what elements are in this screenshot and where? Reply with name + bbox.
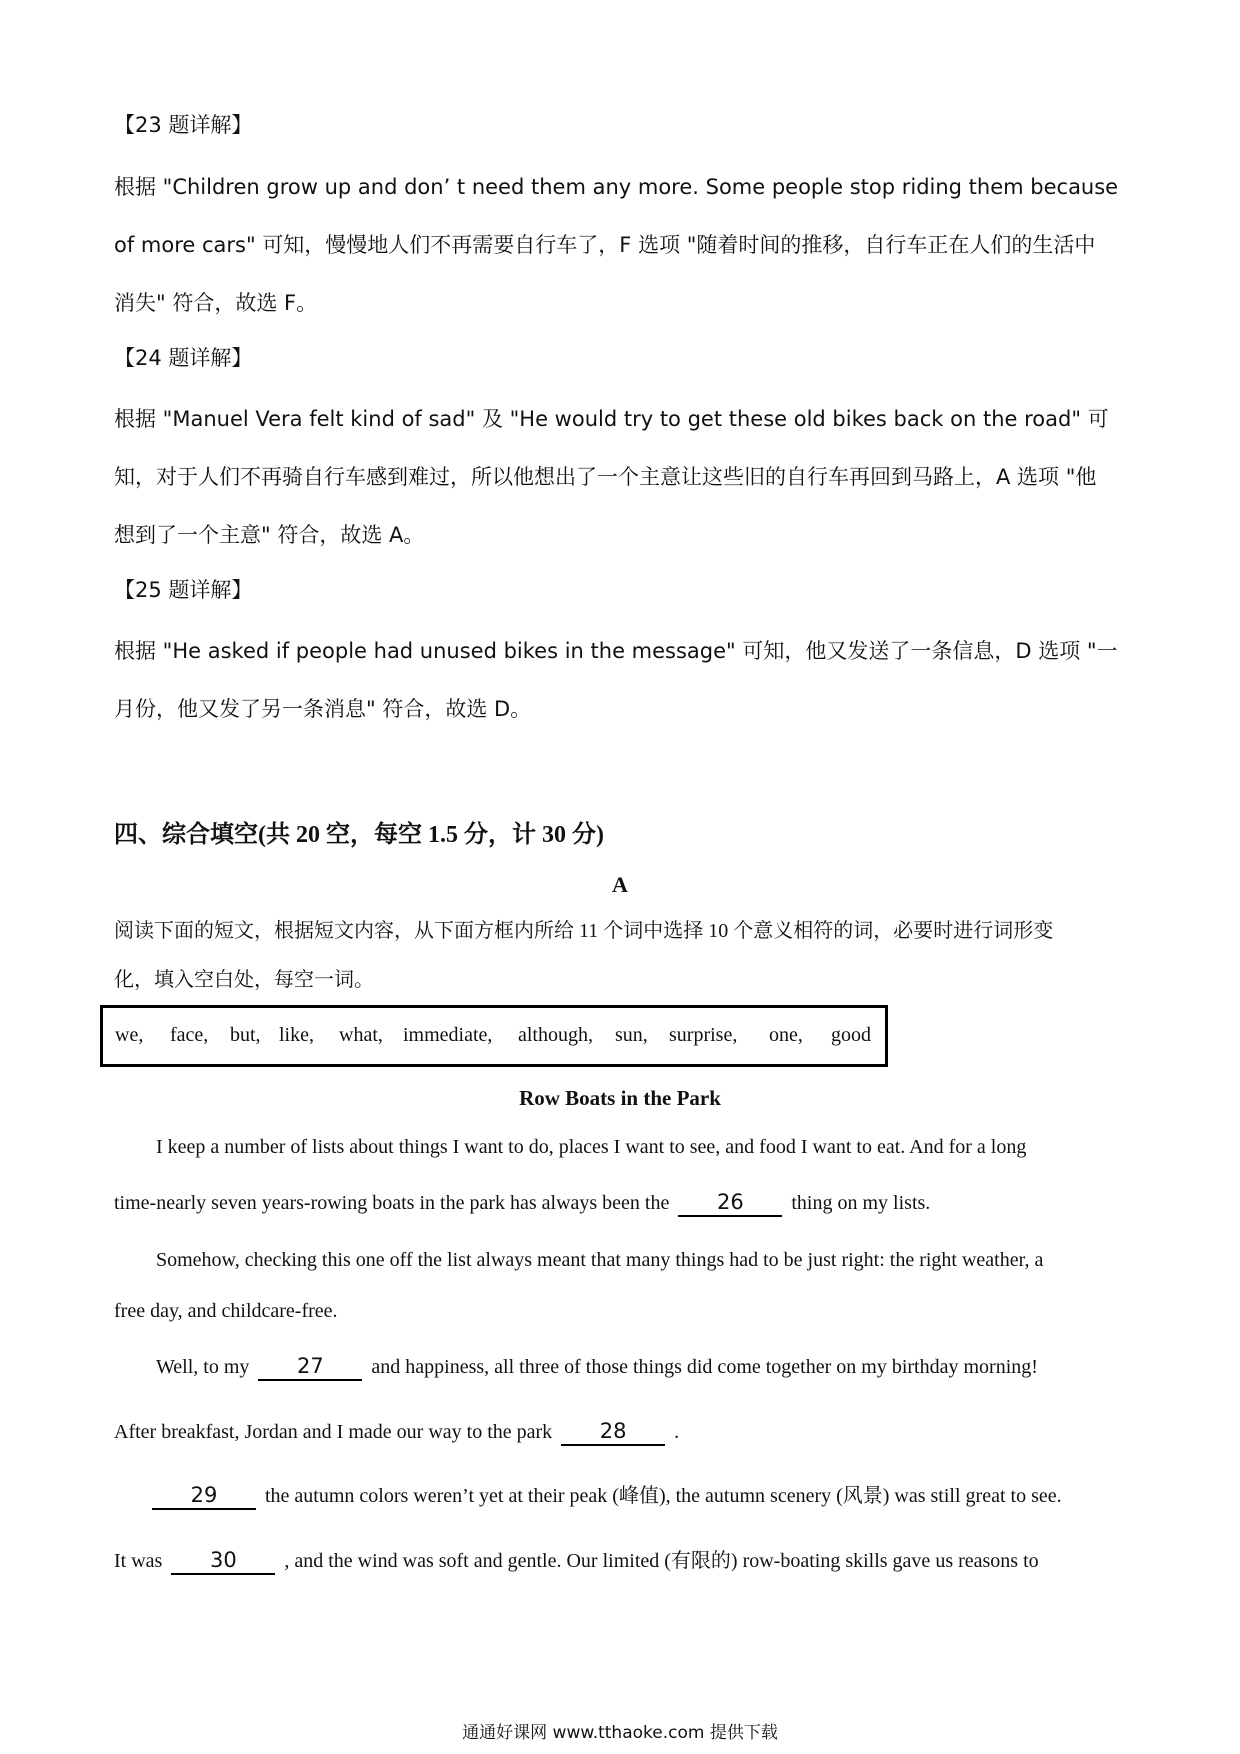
blank-26[interactable]: 26 [678, 1189, 782, 1217]
word-bank-box [100, 1005, 888, 1067]
word-bank-item: immediate, [403, 1024, 493, 1046]
part-letter: A [612, 872, 628, 897]
q25-heading: 【25 题详解】 [114, 578, 253, 602]
section-title: 四、综合填空(共 20 空，每空 1.5 分，计 30 分) [114, 822, 604, 848]
q23-heading: 【23 题详解】 [114, 113, 253, 137]
q23-line-1: 根据 "Children grow up and don’ t need them any more. Some people stop riding them because [114, 175, 1119, 199]
word-bank-item: sun, [615, 1024, 648, 1046]
q24-line-1: 根据 "Manuel Vera felt kind of sad" 及 "He would try to get these old bikes back on the road" 可 [114, 407, 1109, 431]
passage-text: , and the wind was soft and gentle. Our limited (有限的) row-boating skills gave us reasons to [284, 1550, 1039, 1572]
q23-line-2: of more cars" 可知，慢慢地人们不再需要自行车了，F 选项 "随着时间的推移，自行车正在人们的生活中 [114, 233, 1096, 257]
q25-line-1: 根据 "He asked if people had unused bikes in the message" 可知，他又发送了一条信息，D 选项 "一 [114, 639, 1118, 663]
passage-line [114, 1546, 1039, 1576]
blank-30[interactable]: 30 [171, 1547, 275, 1575]
word-bank-item: we, [115, 1024, 144, 1046]
word-bank-item: surprise, [669, 1024, 738, 1046]
q24-line-2: 知，对于人们不再骑自行车感到难过，所以他想出了一个主意让这些旧的自行车再回到马路上，A 选项 "他 [114, 465, 1097, 489]
passage-text: Well, to my [156, 1356, 250, 1378]
passage-line: free day, and childcare-free. [114, 1300, 338, 1322]
passage-line: Somehow, checking this one off the list always meant that many things had to be just right: the right weather, a [156, 1249, 1044, 1271]
passage-line [114, 1417, 679, 1447]
passage-text: the autumn colors weren’t yet at their peak (峰值), the autumn scenery (风景) was still great to see. [265, 1485, 1062, 1507]
word-bank-item: good [831, 1024, 871, 1046]
passage-text: . [674, 1421, 680, 1443]
passage-text: It was [114, 1550, 163, 1572]
passage-text: After breakfast, Jordan and I made our way to the park [114, 1421, 553, 1443]
q24-heading: 【24 题详解】 [114, 346, 253, 370]
passage-text: time-nearly seven years-rowing boats in the park has always been the [114, 1192, 670, 1214]
instruction-line-2: 化，填入空白处，每空一词。 [114, 969, 374, 991]
word-bank-item: but, [230, 1024, 261, 1046]
q23-line-3: 消失" 符合，故选 F。 [114, 291, 318, 315]
blank-28[interactable]: 28 [561, 1418, 665, 1446]
instruction-line-1: 阅读下面的短文，根据短文内容，从下面方框内所给 11 个词中选择 10 个意义相符的词，必要时进行词形变 [114, 920, 1054, 942]
passage-text: and happiness, all three of those things did come together on my birthday morning! [371, 1356, 1038, 1378]
q25-line-2: 月份，他又发了另一条消息" 符合，故选 D。 [114, 697, 532, 721]
passage-line [114, 1188, 930, 1218]
blank-27[interactable]: 27 [258, 1353, 362, 1381]
word-bank-item: one, [769, 1024, 803, 1046]
word-bank-item: what, [339, 1024, 383, 1046]
footer-watermark: 通通好课网 www.tthaoke.com 提供下载 [462, 1723, 778, 1743]
passage-line: I keep a number of lists about things I want to do, places I want to see, and food I want to eat. And for a long [156, 1136, 1027, 1158]
word-bank-item: face, [170, 1024, 209, 1046]
passage-text: thing on my lists. [791, 1192, 931, 1214]
passage-title: Row Boats in the Park [519, 1086, 721, 1110]
blank-29[interactable]: 29 [152, 1482, 256, 1510]
passage-line [156, 1352, 1038, 1382]
q24-line-3: 想到了一个主意" 符合，故选 A。 [114, 523, 425, 547]
word-bank-item: although, [518, 1024, 593, 1046]
word-bank-item: like, [279, 1024, 314, 1046]
passage-line [152, 1481, 1062, 1511]
